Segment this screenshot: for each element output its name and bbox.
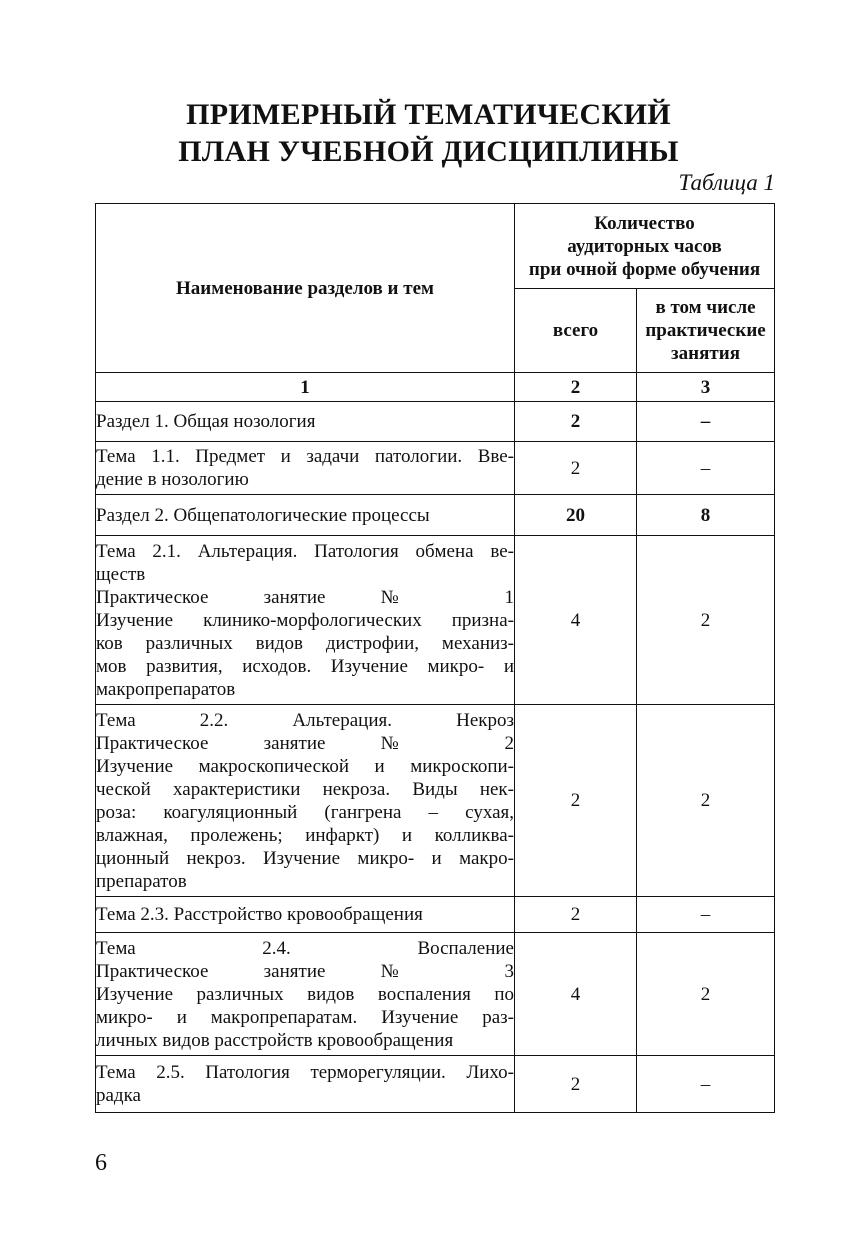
col-number-3: 3 <box>637 373 775 402</box>
row-title-line: дение в нозологию <box>96 469 249 490</box>
table-body <box>96 402 775 1113</box>
row-total-hours: 20 <box>515 495 637 536</box>
row-practical-hours: – <box>637 1056 775 1113</box>
row-title-line: ционный некроз. Изучение микро- и макро- <box>96 847 514 869</box>
row-title-line: макропрепаратов <box>96 678 236 700</box>
row-practical-hours: 2 <box>637 536 775 705</box>
title-line-1: ПРИМЕРНЫЙ ТЕМАТИЧЕСКИЙ <box>186 98 671 131</box>
header-hours <box>515 204 775 289</box>
page-title <box>0 96 857 170</box>
col-number-1: 1 <box>96 373 515 402</box>
row-title-line: Тема 2.2. Альтерация. Некроз <box>96 709 514 731</box>
row-practical-hours: – <box>637 442 775 495</box>
header-practical-line: занятия <box>671 343 740 364</box>
row-title-line: Практическое занятие № 2 <box>96 732 514 754</box>
header-name-col: Наименование разделов и тем <box>96 204 515 373</box>
row-title-line: препаратов <box>96 870 187 892</box>
row-total-hours: 2 <box>515 897 637 933</box>
table-row <box>96 933 775 1056</box>
row-title <box>96 402 515 442</box>
table-caption: Таблица 1 <box>678 170 775 195</box>
row-title-line: микро- и макропрепаратам. Изучение раз- <box>96 1006 514 1028</box>
row-title-line: Практическое занятие № 3 <box>96 960 514 982</box>
row-title-line: ков различных видов дистрофии, механиз- <box>96 632 514 654</box>
row-title-line: ществ <box>96 563 146 585</box>
table-row <box>96 495 775 536</box>
row-practical-hours: 2 <box>637 705 775 897</box>
row-title-line: мов развития, исходов. Изучение микро- и <box>96 655 514 677</box>
row-title <box>96 933 515 1056</box>
row-title-line: Изучение клинико-морфологических призна- <box>96 609 514 631</box>
table-row <box>96 897 775 933</box>
row-title <box>96 705 515 897</box>
row-title-line: ческой характеристики некроза. Виды нек- <box>96 778 514 800</box>
row-title-line: Практическое занятие № 1 <box>96 586 514 608</box>
row-title-line: Изучение макроскопической и микроскопи- <box>96 755 514 777</box>
header-hours-line: при очной форме обучения <box>528 258 761 280</box>
header-hours-line: Количество <box>594 212 695 234</box>
row-title-line: Тема 2.4. Воспаление <box>96 937 514 959</box>
row-title-line: влажная, пролежень; инфаркт) и колликва- <box>96 824 514 846</box>
thematic-plan-table <box>95 203 775 1113</box>
page-number: 6 <box>95 1150 107 1176</box>
table-row <box>96 442 775 495</box>
table-row <box>96 402 775 442</box>
row-practical-hours: – <box>637 897 775 933</box>
row-title-line: Тема 1.1. Предмет и задачи патологии. Вве- <box>96 446 514 467</box>
header-total: всего <box>515 289 637 373</box>
row-total-hours: 2 <box>515 402 637 442</box>
row-title <box>96 442 515 495</box>
row-title-line: роза: коагуляционный (гангрена – сухая, <box>96 801 514 823</box>
row-title-line: Изучение различных видов воспаления по <box>96 983 514 1005</box>
row-title <box>96 1056 515 1113</box>
header-practical-line: практические <box>645 320 766 341</box>
col-number-2: 2 <box>515 373 637 402</box>
row-title <box>96 897 515 933</box>
row-total-hours: 4 <box>515 536 637 705</box>
row-practical-hours: – <box>637 402 775 442</box>
row-practical-hours: 2 <box>637 933 775 1056</box>
table-row <box>96 1056 775 1113</box>
header-practical <box>637 289 775 373</box>
row-title-line: Тема 2.1. Альтерация. Патология обмена ве- <box>96 540 514 562</box>
row-total-hours: 2 <box>515 1056 637 1113</box>
row-practical-hours: 8 <box>637 495 775 536</box>
row-title-line: Раздел 1. Общая нозология <box>96 411 316 432</box>
title-line-2: ПЛАН УЧЕБНОЙ ДИСЦИПЛИНЫ <box>178 135 679 168</box>
header-hours-line: аудиторных часов <box>567 235 722 257</box>
row-title-line: Тема 2.3. Расстройство кровообращения <box>96 904 423 925</box>
row-title-line: личных видов расстройств кровообращения <box>96 1029 454 1051</box>
row-title-line: Тема 2.5. Патология терморегуляции. Лихо- <box>96 1062 514 1083</box>
row-title-line: радка <box>96 1085 141 1106</box>
row-total-hours: 2 <box>515 705 637 897</box>
row-total-hours: 4 <box>515 933 637 1056</box>
table-row <box>96 705 775 897</box>
row-title <box>96 536 515 705</box>
row-total-hours: 2 <box>515 442 637 495</box>
row-title <box>96 495 515 536</box>
table-row <box>96 536 775 705</box>
header-practical-line: в том числе <box>655 297 756 318</box>
row-title-line: Раздел 2. Общепатологические процессы <box>96 504 430 526</box>
